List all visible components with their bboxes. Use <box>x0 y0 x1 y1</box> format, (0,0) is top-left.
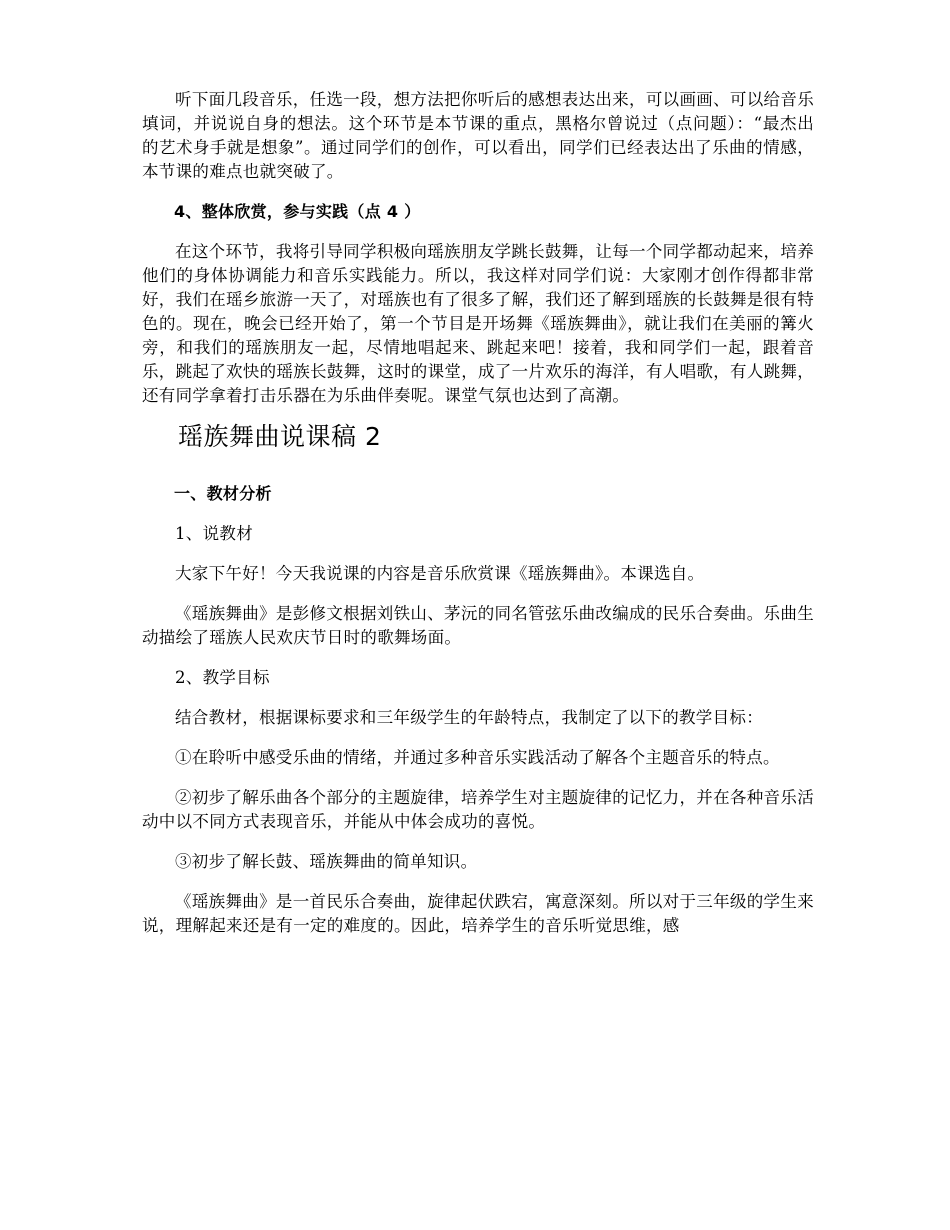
goal-item-3: ③初步了解长鼓、瑶族舞曲的简单知识。 <box>175 852 478 871</box>
sub1-heading: 1、说教材 <box>175 524 253 543</box>
sub1-paragraph2: 《瑶族舞曲》是彭修文根据刘铁山、茅沅的同名管弦乐曲改编成的民乐合奏曲。乐曲生动描绘了瑶族人民欢庆节日时的歌舞场面。 <box>142 604 814 647</box>
section4-heading: 4、整体欣赏，参与实践（点 4 ） <box>174 202 421 221</box>
intro-paragraph: 听下面几段音乐，任选一段，想方法把你听后的感想表达出来，可以画画、可以给音乐填词，并说说自身的想法。这个环节是本节课的重点，黑格尔曾说过（点问题）：“最杰出的艺术身手就是想象”。通过同学们的创作，可以看出，同学们已经表达出了乐曲的情感，本节课的难点也就突破了。 <box>142 90 814 181</box>
sub1-paragraph1: 大家下午好！今天我说课的内容是音乐欣赏课《瑶族舞曲》。本课选自。 <box>175 564 705 583</box>
goal-item-1: ①在聆听中感受乐曲的情绪，并通过多种音乐实践活动了解各个主题音乐的特点。 <box>175 748 780 767</box>
section4-paragraph: 在这个环节，我将引导同学积极向瑶族朋友学跳长鼓舞，让每一个同学都动起来，培养他们的身体协调能力和音乐实践能力。所以，我这样对同学们说：大家刚才创作得都非常好，我们在瑶乡旅游一天了，对瑶族也有了很多了解，我们还了解到瑶族的长鼓舞是很有特色的。现在，晚会已经开始了，第一个节目是开场舞《瑶族舞曲》，就让我们在美丽的篝火旁，和我们的瑶族朋友一起，尽情地唱起来、跳起来吧！接着，我和同学们一起，跟着音乐，跳起了欢快的瑶族长鼓舞，这时的课堂，成了一片欢乐的海洋，有人唱歌，有人跳舞，还有同学拿着打击乐器在为乐曲伴奏呢。课堂气氛也达到了高潮。 <box>142 242 814 405</box>
document-title: 瑶族舞曲说课稿 2 <box>178 422 382 451</box>
sub2-paragraph: 结合教材，根据课标要求和三年级学生的年龄特点，我制定了以下的教学目标： <box>175 708 763 727</box>
sub2-heading: 2、教学目标 <box>175 668 270 687</box>
final-paragraph: 《瑶族舞曲》是一首民乐合奏曲，旋律起伏跌宕，寓意深刻。所以对于三年级的学生来说，理解起来还是有一定的难度的。因此，培养学生的音乐听觉思维，感 <box>142 892 814 935</box>
goal-item-2: ②初步了解乐曲各个部分的主题旋律，培养学生对主题旋律的记忆力，并在各种音乐活动中以不同方式表现音乐，并能从中体会成功的喜悦。 <box>142 788 814 831</box>
part1-heading: 一、教材分析 <box>174 484 272 503</box>
document-page <box>142 88 814 938</box>
